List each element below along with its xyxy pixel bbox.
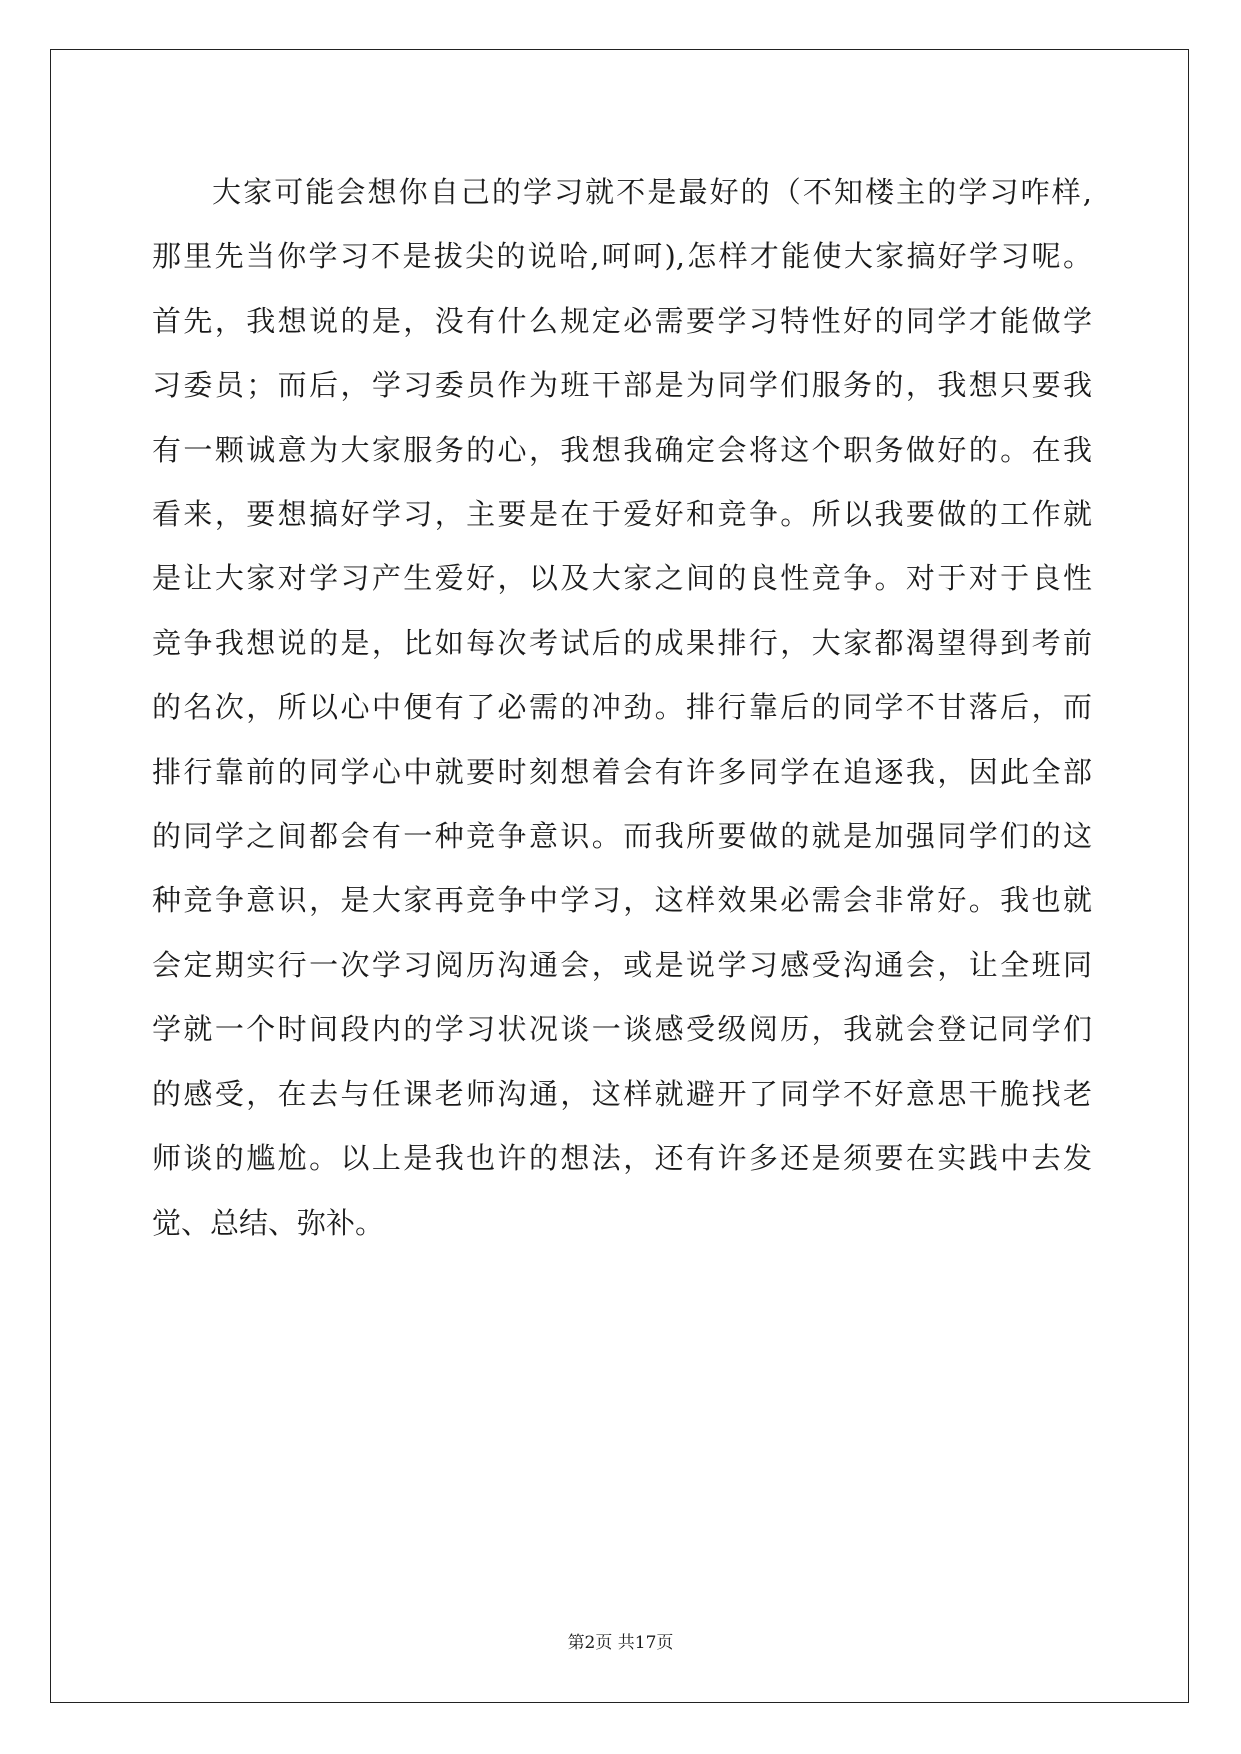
paragraph-line: 排行靠前的同学心中就要时刻想着会有许多同学在追逐我，因此全部 xyxy=(152,754,1092,789)
body-paragraph xyxy=(152,160,1092,1255)
paragraph-line: 种竞争意识，是大家再竞争中学习，这样效果必需会非常好。我也就 xyxy=(152,883,1092,918)
paragraph-line: 看来，要想搞好学习，主要是在于爱好和竞争。所以我要做的工作就 xyxy=(152,497,1092,532)
paragraph-line: 首先，我想说的是，没有什么规定必需要学习特性好的同学才能做学 xyxy=(152,303,1092,338)
paragraph-line: 的感受，在去与任课老师沟通，这样就避开了同学不好意思干脆找老 xyxy=(152,1076,1092,1111)
paragraph-line: 有一颗诚意为大家服务的心，我想我确定会将这个职务做好的。在我 xyxy=(152,432,1092,467)
paragraph-line: 觉、总结、弥补。 xyxy=(152,1205,385,1240)
paragraph-line: 竞争我想说的是，比如每次考试后的成果排行，大家都渴望得到考前 xyxy=(152,625,1092,660)
paragraph-line: 会定期实行一次学习阅历沟通会，或是说学习感受沟通会，让全班同 xyxy=(152,947,1092,982)
paragraph-line: 习委员；而后，学习委员作为班干部是为同学们服务的，我想只要我 xyxy=(152,368,1092,403)
paragraph-line: 那里先当你学习不是拔尖的说哈,呵呵),怎样才能使大家搞好学习呢。 xyxy=(152,239,1092,274)
paragraph-line: 师谈的尴尬。以上是我也许的想法，还有许多还是须要在实践中去发 xyxy=(152,1141,1092,1176)
paragraph-line: 是让大家对学习产生爱好，以及大家之间的良性竞争。对于对于良性 xyxy=(152,561,1092,596)
paragraph-line: 大家可能会想你自己的学习就不是最好的（不知楼主的学习咋样, xyxy=(212,175,1092,209)
paragraph-line: 的同学之间都会有一种竞争意识。而我所要做的就是加强同学们的这 xyxy=(152,819,1092,854)
paragraph-line: 的名次，所以心中便有了必需的冲劲。排行靠后的同学不甘落后，而 xyxy=(152,690,1092,725)
paragraph-line: 学就一个时间段内的学习状况谈一谈感受级阅历，我就会登记同学们 xyxy=(152,1012,1092,1047)
page-footer: 第2页 共17页 xyxy=(567,1633,674,1653)
